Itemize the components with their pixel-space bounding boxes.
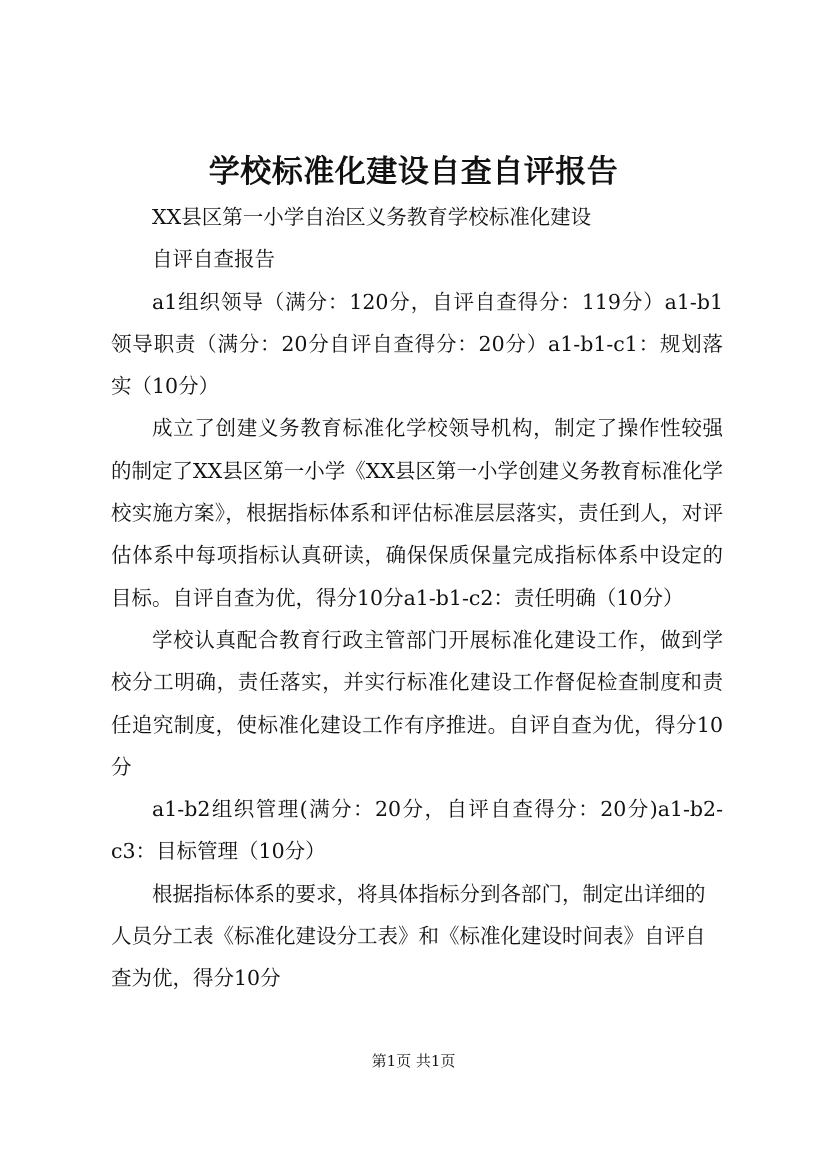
paragraph-school-heading: XX县区第一小学自治区义务教育学校标准化建设 bbox=[152, 205, 592, 229]
document-body bbox=[111, 196, 723, 1000]
page-footer: 第1页 共1页 bbox=[371, 1052, 456, 1070]
paragraph-leadership-body: 成立了创建义务教育标准化学校领导机构，制定了操作性较强的制定了XX县区第一小学《XX县区第一小学创建义务教育标准化学校实施方案》，根据指标体系和评估标准层层落实，责任到人，对评估体系中每项指标认真研读，确保保质保量完成指标体系中设定的目标。自评自查为优，得分10分a1-b1-c2：责任明确（10分） bbox=[111, 416, 723, 610]
paragraph-target-management-body: 根据指标体系的要求，将具体指标分到各部门，制定出详细的人员分工表《标准化建设分工表》和《标准化建设时间表》自评自查为优，得分10分 bbox=[111, 881, 706, 991]
paragraph-report-subtitle: 自评自查报告 bbox=[152, 247, 275, 272]
paragraph-a1-b2-management: a1-b2组织管理(满分：20分，自评自查得分：20分)a1-b2-c3：目标管理（10分） bbox=[111, 797, 723, 864]
document-title: 学校标准化建设自查自评报告 bbox=[208, 154, 619, 190]
paragraph-a1-organization: a1组织领导（满分：120分，自评自查得分：119分）a1-b1领导职责（满分：20分自评自查得分：20分）a1-b1-c1：规划落实（10分） bbox=[111, 289, 723, 399]
paragraph-responsibility-body: 学校认真配合教育行政主管部门开展标准化建设工作，做到学校分工明确，责任落实，并实行标准化建设工作督促检查制度和责任追究制度，使标准化建设工作有序推进。自评自查为优，得分10分 bbox=[111, 627, 723, 779]
